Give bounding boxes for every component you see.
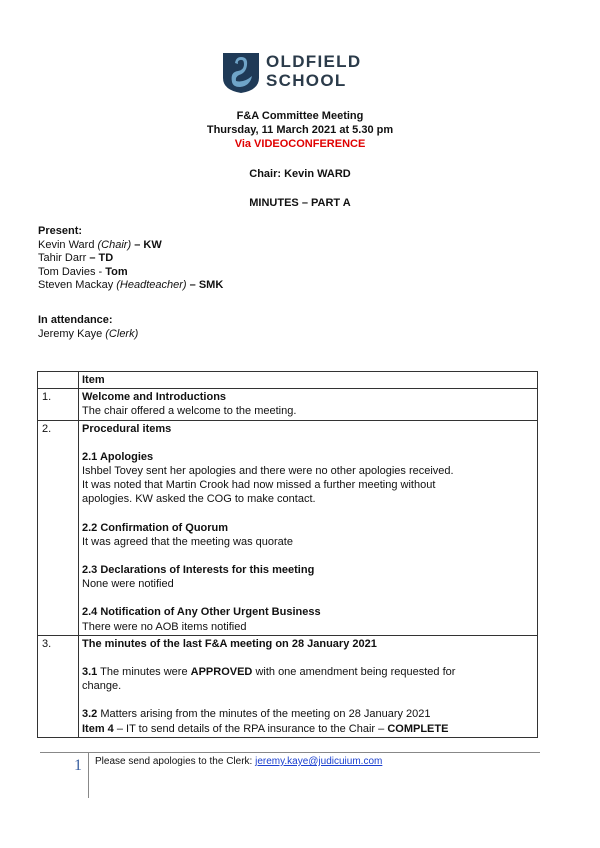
item-paragraph-cont: change. [82, 680, 122, 693]
attendee-line: Tom Davies - Tom [38, 265, 128, 278]
subsection-title: 2.1 Apologies [82, 450, 154, 463]
subsection-text: Ishbel Tovey sent her apologies and there were no other apologies received. [82, 465, 454, 478]
clerk-email-link[interactable]: jeremy.kaye@judicuium.com [255, 756, 383, 767]
present-heading: Present: [38, 225, 83, 237]
item-paragraph: Item 4 – IT to send details of the RPA insurance to the Chair – COMPLETE [82, 722, 449, 735]
school-logo [222, 40, 382, 100]
item-number: 1. [38, 389, 79, 420]
subsection-text: There were no AOB items notified [82, 620, 247, 633]
school-name: OLDFIELD SCHOOL [266, 52, 362, 90]
meeting-title: F&A Committee Meeting [236, 110, 364, 122]
table-header-row [38, 372, 538, 389]
subsection-title: 2.4 Notification of Any Other Urgent Business [82, 606, 321, 619]
subsection-title: 2.3 Declarations of Interests for this meeting [82, 564, 315, 577]
minutes-table [37, 371, 538, 738]
item-number: 3. [38, 635, 79, 737]
table-row [38, 420, 538, 635]
swan-crest-icon [222, 52, 260, 94]
item-title: Procedural items [82, 422, 172, 435]
chair-line: Chair: Kevin WARD [249, 168, 351, 180]
item-text: The chair offered a welcome to the meeting. [82, 405, 297, 418]
clerk-line: Jeremy Kaye (Clerk) [38, 327, 139, 340]
subsection-title: 2.2 Confirmation of Quorum [82, 521, 229, 534]
subsection-text: apologies. KW asked the COG to make contact. [82, 493, 316, 506]
attendance-heading: In attendance: [38, 314, 113, 326]
subsection-text: It was agreed that the meeting was quorate [82, 535, 293, 548]
item-title: Welcome and Introductions [82, 391, 227, 404]
attendee-line: Kevin Ward (Chair) – KW [38, 238, 162, 251]
table-row [38, 635, 538, 737]
attendance-section [38, 314, 138, 341]
meeting-venue: Via VIDEOCONFERENCE [234, 138, 366, 150]
page-number: 1 [74, 757, 82, 774]
footer-divider [40, 752, 540, 753]
item-column-header: Item [79, 372, 538, 389]
item-number: 2. [38, 420, 79, 635]
footer-vertical-rule [88, 752, 89, 798]
attendee-line: Tahir Darr – TD [38, 252, 114, 264]
item-paragraph: 3.2 Matters arising from the minutes of the meeting on 28 January 2021 [82, 708, 431, 721]
table-row [38, 389, 538, 420]
item-title: The minutes of the last F&A meeting on 28 January 2021 [82, 637, 377, 650]
subsection-text: It was noted that Martin Crook had now missed a further meeting without [82, 479, 436, 492]
attendee-line: Steven Mackay (Headteacher) – SMK [38, 279, 224, 291]
minutes-heading: MINUTES – PART A [249, 197, 351, 209]
present-section [38, 225, 223, 293]
subsection-text: None were notified [82, 578, 174, 591]
item-paragraph: 3.1 The minutes were APPROVED with one amendment being requested for [82, 666, 456, 679]
meeting-date: Thursday, 11 March 2021 at 5.30 pm [206, 124, 394, 136]
footer-note: Please send apologies to the Clerk: jeremy.kaye@judicuium.com [95, 756, 383, 767]
